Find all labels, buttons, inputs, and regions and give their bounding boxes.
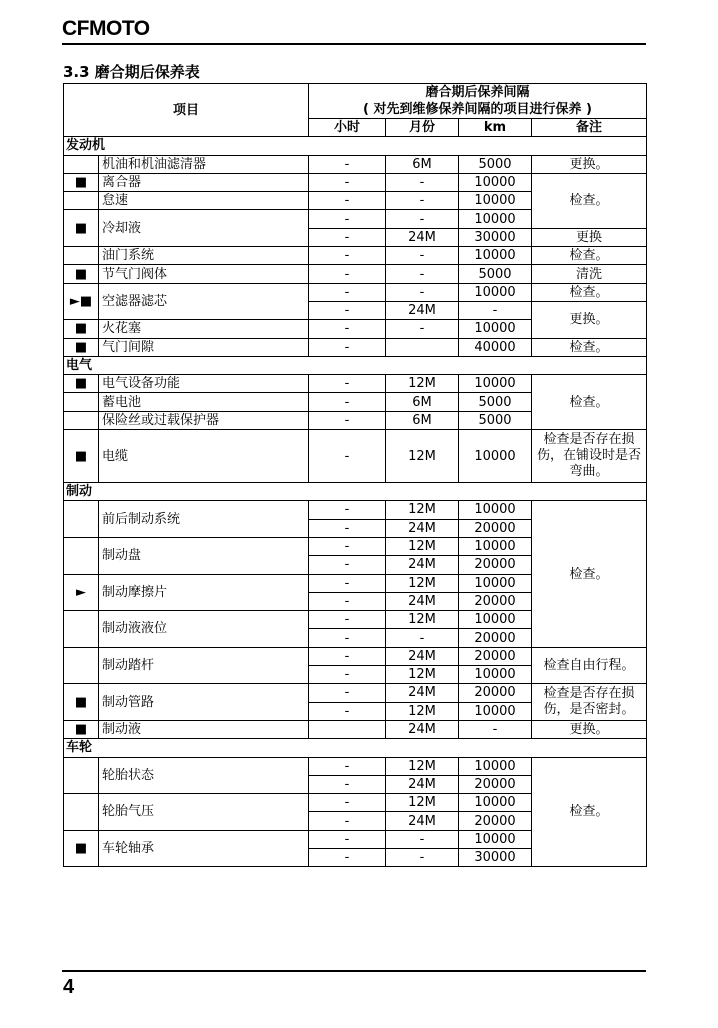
km-cell: 20000 bbox=[459, 629, 532, 647]
km-cell: 10000 bbox=[459, 247, 532, 265]
months-cell: 12M bbox=[386, 666, 459, 684]
months-cell: 12M bbox=[386, 611, 459, 629]
months-cell: 24M bbox=[386, 592, 459, 610]
km-cell: 10000 bbox=[459, 702, 532, 720]
km-cell: 5000 bbox=[459, 393, 532, 411]
months-cell: - bbox=[386, 848, 459, 866]
km-cell: - bbox=[459, 301, 532, 319]
months-cell: 24M bbox=[386, 228, 459, 246]
item-name: 电缆 bbox=[99, 430, 309, 483]
square-mark: ■ bbox=[64, 430, 99, 483]
km-cell: 40000 bbox=[459, 338, 532, 356]
hours-cell: - bbox=[309, 830, 386, 848]
mark-cell bbox=[64, 611, 99, 648]
category-brake: 制动 bbox=[64, 483, 647, 501]
months-cell: 24M bbox=[386, 301, 459, 319]
km-cell: 30000 bbox=[459, 228, 532, 246]
km-cell: 10000 bbox=[459, 794, 532, 812]
table-header-row bbox=[64, 84, 647, 119]
months-cell: 24M bbox=[386, 684, 459, 702]
hours-cell: - bbox=[309, 702, 386, 720]
footer-rule bbox=[62, 970, 646, 972]
months-cell: 6M bbox=[386, 155, 459, 173]
hours-cell: - bbox=[309, 265, 386, 283]
item-name: 制动液液位 bbox=[99, 611, 309, 648]
hours-cell: - bbox=[309, 501, 386, 519]
hours-cell: - bbox=[309, 757, 386, 775]
item-name: 气门间隙 bbox=[99, 338, 309, 356]
item-name: 火花塞 bbox=[99, 320, 309, 338]
km-cell: 10000 bbox=[459, 666, 532, 684]
hours-cell: - bbox=[309, 192, 386, 210]
months-cell: 12M bbox=[386, 574, 459, 592]
km-cell: 5000 bbox=[459, 155, 532, 173]
table-row bbox=[64, 155, 647, 173]
maintenance-schedule-table bbox=[63, 83, 647, 867]
km-cell: 10000 bbox=[459, 830, 532, 848]
mark-cell bbox=[64, 757, 99, 794]
item-name: 前后制动系统 bbox=[99, 501, 309, 538]
km-cell: 10000 bbox=[459, 611, 532, 629]
months-cell: 24M bbox=[386, 720, 459, 738]
km-cell: 10000 bbox=[459, 320, 532, 338]
months-cell: 12M bbox=[386, 537, 459, 555]
item-name: 节气门阀体 bbox=[99, 265, 309, 283]
header-hours: 小时 bbox=[309, 119, 386, 137]
remark-cell: 更换。 bbox=[532, 301, 647, 338]
square-mark: ■ bbox=[64, 375, 99, 393]
mark-cell bbox=[64, 501, 99, 538]
months-cell: - bbox=[386, 265, 459, 283]
square-mark: ■ bbox=[64, 173, 99, 191]
months-cell bbox=[386, 338, 459, 356]
table-row bbox=[64, 283, 647, 301]
months-cell: 24M bbox=[386, 519, 459, 537]
mark-cell bbox=[64, 647, 99, 684]
table-row bbox=[64, 430, 647, 483]
months-cell: 12M bbox=[386, 702, 459, 720]
remark-cell: 检查。 bbox=[532, 375, 647, 430]
item-name: 电气设备功能 bbox=[99, 375, 309, 393]
header-item: 项目 bbox=[64, 84, 309, 137]
item-name: 制动踏杆 bbox=[99, 647, 309, 684]
hours-cell: - bbox=[309, 393, 386, 411]
km-cell: 20000 bbox=[459, 592, 532, 610]
hours-cell bbox=[309, 720, 386, 738]
months-cell: - bbox=[386, 629, 459, 647]
item-name: 制动管路 bbox=[99, 684, 309, 721]
brand-logo-text: CFMOTO bbox=[62, 17, 150, 40]
section-title: 3.3 磨合期后保养表 bbox=[63, 63, 200, 81]
hours-cell: - bbox=[309, 666, 386, 684]
km-cell: 10000 bbox=[459, 537, 532, 555]
km-cell: 30000 bbox=[459, 848, 532, 866]
mark-cell bbox=[64, 794, 99, 831]
hours-cell: - bbox=[309, 812, 386, 830]
square-mark: ■ bbox=[64, 684, 99, 721]
item-name: 油门系统 bbox=[99, 247, 309, 265]
hours-cell: - bbox=[309, 247, 386, 265]
page-number: 4 bbox=[63, 976, 75, 998]
km-cell: 5000 bbox=[459, 411, 532, 429]
item-name: 冷却液 bbox=[99, 210, 309, 247]
hours-cell: - bbox=[309, 320, 386, 338]
square-mark: ■ bbox=[64, 338, 99, 356]
remark-cell: 检查。 bbox=[532, 247, 647, 265]
hours-cell: - bbox=[309, 556, 386, 574]
remark-cell: 检查。 bbox=[532, 173, 647, 228]
months-cell: 12M bbox=[386, 430, 459, 483]
months-cell: 24M bbox=[386, 775, 459, 793]
hours-cell: - bbox=[309, 647, 386, 665]
hours-cell: - bbox=[309, 301, 386, 319]
hours-cell: - bbox=[309, 375, 386, 393]
mark-cell bbox=[64, 411, 99, 429]
triangle-square-mark: ►■ bbox=[64, 283, 99, 320]
remark-cell: 更换。 bbox=[532, 155, 647, 173]
table-row bbox=[64, 173, 647, 191]
months-cell: 12M bbox=[386, 757, 459, 775]
months-cell: 12M bbox=[386, 501, 459, 519]
category-row bbox=[64, 137, 647, 155]
hours-cell: - bbox=[309, 283, 386, 301]
table-row bbox=[64, 757, 647, 775]
km-cell: 10000 bbox=[459, 430, 532, 483]
hours-cell: - bbox=[309, 574, 386, 592]
header-rule bbox=[62, 43, 646, 45]
km-cell: 10000 bbox=[459, 283, 532, 301]
table-row bbox=[64, 338, 647, 356]
item-name: 轮胎气压 bbox=[99, 794, 309, 831]
hours-cell: - bbox=[309, 537, 386, 555]
triangle-mark: ► bbox=[64, 574, 99, 611]
km-cell: 20000 bbox=[459, 812, 532, 830]
km-cell: 10000 bbox=[459, 501, 532, 519]
months-cell: 12M bbox=[386, 794, 459, 812]
item-name: 制动摩擦片 bbox=[99, 574, 309, 611]
header-interval-title: 磨合期后保养间隔 bbox=[425, 85, 530, 100]
table-row bbox=[64, 501, 647, 519]
months-cell: - bbox=[386, 247, 459, 265]
months-cell: - bbox=[386, 210, 459, 228]
months-cell: - bbox=[386, 192, 459, 210]
km-cell: 10000 bbox=[459, 757, 532, 775]
km-cell: 20000 bbox=[459, 684, 532, 702]
remark-cell: 检查是否存在损伤，是否密封。 bbox=[532, 684, 647, 721]
months-cell: - bbox=[386, 173, 459, 191]
category-electrical: 电气 bbox=[64, 356, 647, 374]
months-cell: - bbox=[386, 283, 459, 301]
months-cell: 24M bbox=[386, 812, 459, 830]
hours-cell: - bbox=[309, 155, 386, 173]
months-cell: 6M bbox=[386, 393, 459, 411]
hours-cell: - bbox=[309, 173, 386, 191]
item-name: 制动盘 bbox=[99, 537, 309, 574]
table-row bbox=[64, 247, 647, 265]
category-row bbox=[64, 739, 647, 757]
item-name: 怠速 bbox=[99, 192, 309, 210]
category-wheel: 车轮 bbox=[64, 739, 647, 757]
category-row bbox=[64, 356, 647, 374]
square-mark: ■ bbox=[64, 720, 99, 738]
km-cell: 10000 bbox=[459, 574, 532, 592]
km-cell: 10000 bbox=[459, 173, 532, 191]
months-cell: 12M bbox=[386, 375, 459, 393]
hours-cell: - bbox=[309, 684, 386, 702]
months-cell: - bbox=[386, 320, 459, 338]
hours-cell: - bbox=[309, 592, 386, 610]
hours-cell: - bbox=[309, 430, 386, 483]
square-mark: ■ bbox=[64, 265, 99, 283]
hours-cell: - bbox=[309, 411, 386, 429]
table-row bbox=[64, 375, 647, 393]
square-mark: ■ bbox=[64, 320, 99, 338]
months-cell: - bbox=[386, 830, 459, 848]
item-name: 离合器 bbox=[99, 173, 309, 191]
header-km: km bbox=[459, 119, 532, 137]
months-cell: 6M bbox=[386, 411, 459, 429]
header-remarks: 备注 bbox=[532, 119, 647, 137]
km-cell: 20000 bbox=[459, 775, 532, 793]
km-cell: 10000 bbox=[459, 192, 532, 210]
item-name: 蓄电池 bbox=[99, 393, 309, 411]
remark-cell: 更换 bbox=[532, 228, 647, 246]
item-name: 机油和机油滤清器 bbox=[99, 155, 309, 173]
remark-cell: 检查。 bbox=[532, 501, 647, 647]
category-row bbox=[64, 483, 647, 501]
hours-cell: - bbox=[309, 611, 386, 629]
category-engine: 发动机 bbox=[64, 137, 647, 155]
hours-cell: - bbox=[309, 210, 386, 228]
table-row bbox=[64, 647, 647, 665]
header-months: 月份 bbox=[386, 119, 459, 137]
header-interval-subtitle: ( 对先到维修保养间隔的项目进行保养 ) bbox=[363, 102, 592, 117]
hours-cell: - bbox=[309, 338, 386, 356]
mark-cell bbox=[64, 155, 99, 173]
table-row bbox=[64, 265, 647, 283]
remark-cell: 检查。 bbox=[532, 283, 647, 301]
hours-cell: - bbox=[309, 794, 386, 812]
km-cell: 20000 bbox=[459, 647, 532, 665]
km-cell: 5000 bbox=[459, 265, 532, 283]
table-row bbox=[64, 684, 647, 702]
hours-cell: - bbox=[309, 629, 386, 647]
km-cell: 20000 bbox=[459, 556, 532, 574]
hours-cell: - bbox=[309, 519, 386, 537]
hours-cell: - bbox=[309, 775, 386, 793]
remark-cell: 检查。 bbox=[532, 338, 647, 356]
km-cell: 20000 bbox=[459, 519, 532, 537]
square-mark: ■ bbox=[64, 210, 99, 247]
header-interval bbox=[309, 84, 647, 119]
months-cell: 24M bbox=[386, 556, 459, 574]
remark-cell: 检查自由行程。 bbox=[532, 647, 647, 684]
item-name: 保险丝或过载保护器 bbox=[99, 411, 309, 429]
item-name: 制动液 bbox=[99, 720, 309, 738]
mark-cell bbox=[64, 537, 99, 574]
item-name: 空滤器滤芯 bbox=[99, 283, 309, 320]
remark-cell: 清洗 bbox=[532, 265, 647, 283]
km-cell: 10000 bbox=[459, 210, 532, 228]
hours-cell: - bbox=[309, 848, 386, 866]
remark-cell: 检查是否存在损伤，在铺设时是否弯曲。 bbox=[532, 430, 647, 483]
table-row bbox=[64, 720, 647, 738]
remark-cell: 更换。 bbox=[532, 720, 647, 738]
remark-cell: 检查。 bbox=[532, 757, 647, 867]
square-mark: ■ bbox=[64, 830, 99, 867]
km-cell: - bbox=[459, 720, 532, 738]
mark-cell bbox=[64, 192, 99, 210]
hours-cell: - bbox=[309, 228, 386, 246]
km-cell: 10000 bbox=[459, 375, 532, 393]
item-name: 车轮轴承 bbox=[99, 830, 309, 867]
mark-cell bbox=[64, 247, 99, 265]
mark-cell bbox=[64, 393, 99, 411]
item-name: 轮胎状态 bbox=[99, 757, 309, 794]
months-cell: 24M bbox=[386, 647, 459, 665]
